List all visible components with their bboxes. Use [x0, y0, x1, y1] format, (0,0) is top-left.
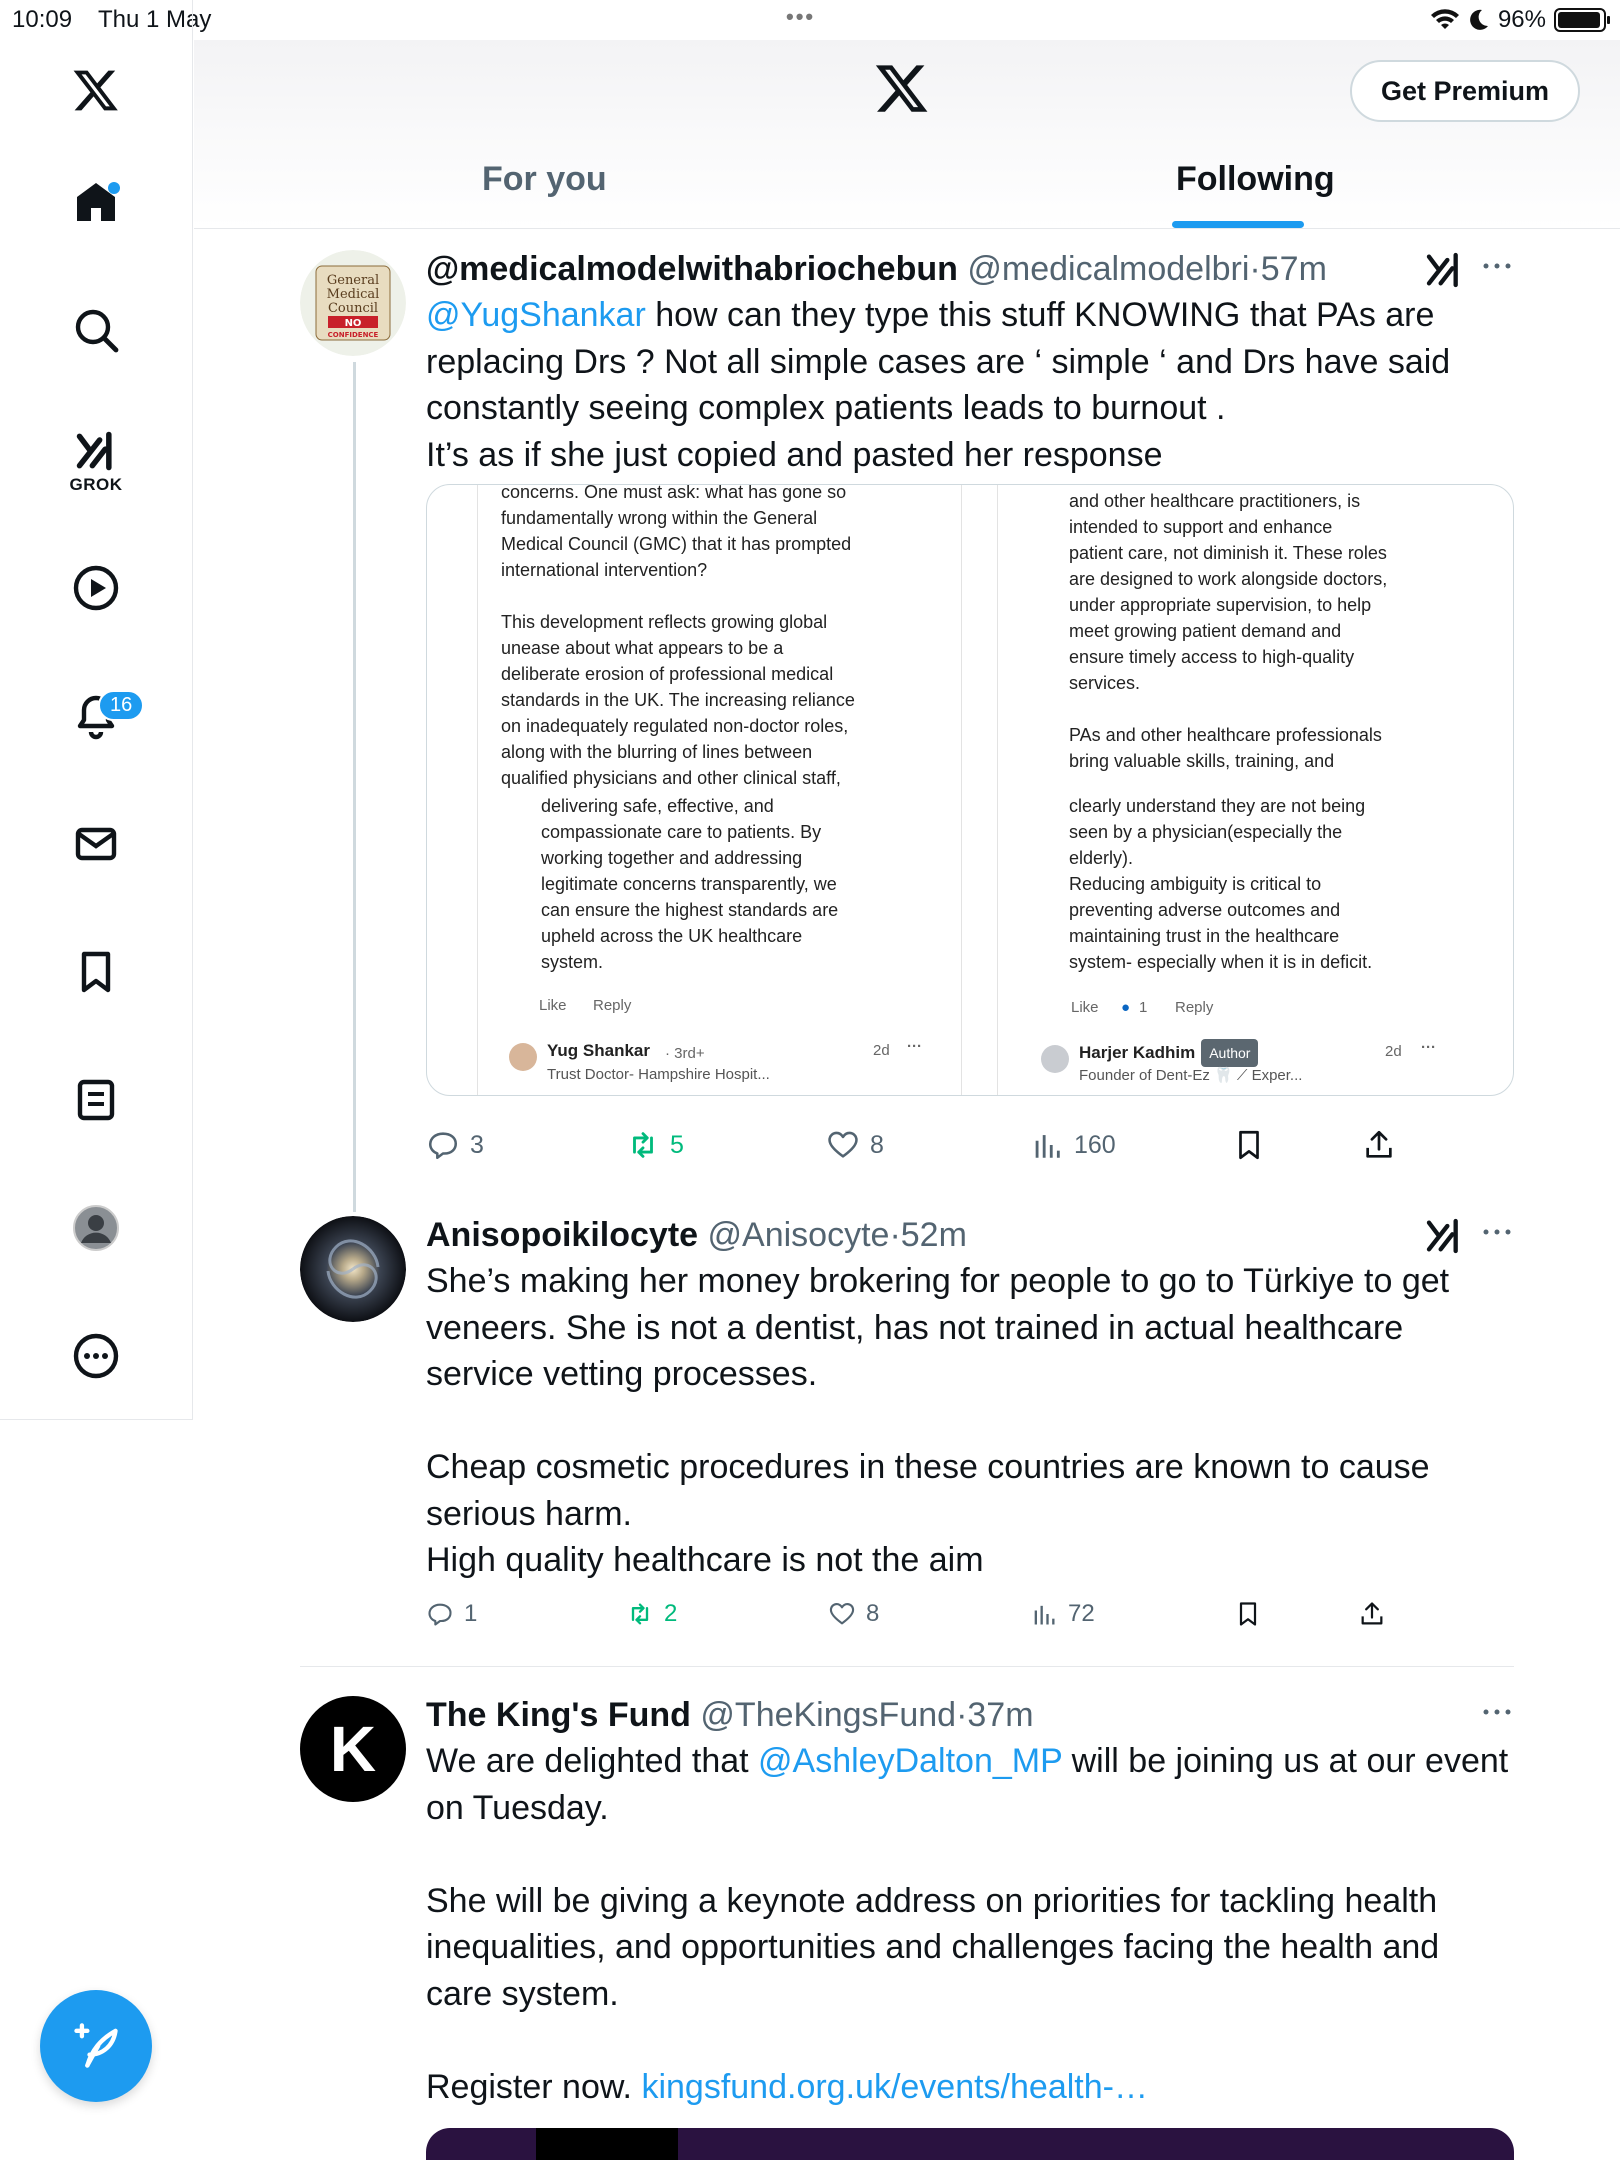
tweet-line: She will be giving a keynote address on priorities for tackling health	[426, 1881, 1438, 1920]
svg-text:General: General	[326, 273, 380, 288]
like-link: Like	[1071, 999, 1099, 1016]
list-icon	[72, 1076, 120, 1124]
reply-button[interactable]	[426, 1600, 477, 1628]
reply-text: delivering safe, effective, and compassionate care to patients. By working together and addressing legitimate concerns transparently, we can ensure the highest standards are upheld across the UK healthcare system.	[541, 796, 839, 972]
avatar[interactable]	[300, 1216, 406, 1322]
tweet-line: constantly seeing complex patients leads to burnout .	[426, 389, 1226, 427]
tweet[interactable]	[300, 1696, 1514, 2128]
repost-icon	[626, 1600, 654, 1628]
battery-level	[1558, 12, 1600, 28]
media-panel-right	[997, 485, 1507, 1096]
panel-border	[997, 485, 998, 1096]
avatar	[509, 1043, 537, 1071]
author-handle[interactable]: @Anisocyte	[707, 1216, 890, 1254]
repost-button[interactable]	[626, 1128, 684, 1162]
x-logo-icon	[874, 60, 930, 116]
tab-for-you[interactable]: For you	[482, 160, 607, 198]
bookmark-button[interactable]	[1232, 1128, 1266, 1162]
commenter-name: Yug Shankar	[547, 1041, 650, 1060]
status-indicators	[1430, 6, 1606, 34]
tweet-text	[426, 292, 1516, 478]
views-button[interactable]	[1030, 1128, 1116, 1162]
status-date: Thu 1 May	[98, 6, 212, 33]
repost-icon	[626, 1128, 660, 1162]
tweet[interactable]	[300, 250, 1514, 1170]
separator: ·	[956, 1696, 968, 1734]
author-handle[interactable]: @medicalmodelbri	[967, 250, 1250, 288]
tweet-media-image[interactable]	[426, 484, 1514, 1096]
panel-border	[477, 485, 478, 1096]
separator: ·	[1249, 250, 1261, 288]
reply-icon	[426, 1128, 460, 1162]
event-link[interactable]: kingsfund.org.uk/events/health-…	[641, 2067, 1148, 2106]
tweet-text	[426, 1258, 1516, 1584]
more-options-icon[interactable]	[1480, 1702, 1514, 1722]
feather-plus-icon	[70, 2020, 122, 2072]
battery-percent: 96%	[1497, 6, 1546, 33]
grok-icon[interactable]	[1424, 250, 1464, 290]
sidebar-item-explore[interactable]	[46, 280, 146, 380]
more-options-icon[interactable]	[1480, 1222, 1514, 1242]
comment-age: 2d	[1385, 1043, 1402, 1060]
views-count: 160	[1074, 1130, 1116, 1159]
heart-icon	[828, 1600, 856, 1628]
views-button[interactable]	[1030, 1600, 1095, 1628]
galaxy-avatar-image	[300, 1216, 406, 1322]
heart-icon	[826, 1128, 860, 1162]
sidebar-item-video[interactable]	[46, 538, 146, 638]
like-count: 8	[870, 1130, 884, 1159]
tweet-line: will be joining us at our event	[1062, 1742, 1509, 1780]
tweet-line: service vetting processes.	[426, 1355, 818, 1393]
views-chart-icon	[1030, 1128, 1064, 1162]
grok-icon	[74, 429, 118, 473]
notifications-badge: 16	[98, 690, 144, 721]
status-bar	[0, 0, 1620, 40]
blank-line	[426, 1398, 1516, 1445]
author-badge: Author	[1201, 1039, 1258, 1067]
reply-button[interactable]	[426, 1128, 484, 1162]
more-circle-icon	[72, 1332, 120, 1380]
reply-link: Reply	[593, 997, 632, 1014]
grok-label: GROK	[69, 475, 123, 494]
mention-link[interactable]: @AshleyDalton_MP	[758, 1742, 1063, 1780]
tweet-header	[426, 250, 1327, 289]
tweet-line: care system.	[426, 1974, 619, 2013]
tweet-line: She’s making her money brokering for people to go to Türkiye to get	[426, 1262, 1450, 1300]
tab-following[interactable]: Following	[1176, 160, 1335, 198]
battery-icon	[1554, 8, 1606, 32]
tab-active-indicator	[1172, 221, 1304, 228]
like-reaction-icon: ●	[1121, 999, 1131, 1016]
tweet-header	[426, 1216, 967, 1255]
like-link: Like	[539, 997, 567, 1014]
reply-icon	[426, 1600, 454, 1628]
avatar[interactable]	[300, 1696, 406, 1802]
sidebar-item-lists[interactable]	[46, 1050, 146, 1150]
repost-count: 2	[664, 1600, 678, 1627]
views-chart-icon	[1030, 1600, 1058, 1628]
like-count: 8	[866, 1600, 880, 1627]
wifi-icon	[1430, 8, 1460, 32]
get-premium-button[interactable]: Get Premium	[1350, 60, 1580, 122]
like-count: 1	[1139, 999, 1148, 1016]
svg-text:NO: NO	[344, 318, 362, 329]
register-text: Register now.	[426, 2067, 642, 2106]
reply-link: Reply	[1175, 999, 1214, 1016]
tweet-line: High quality healthcare is not the aim	[426, 1541, 984, 1579]
gmc-no-confidence-avatar	[300, 250, 406, 356]
bookmark-button[interactable]	[1234, 1600, 1262, 1628]
share-button[interactable]	[1362, 1128, 1396, 1162]
comment-more-icon: ···	[907, 1038, 922, 1055]
blank-line	[426, 2017, 1516, 2064]
comment-text: and other healthcare practitioners, is intended to support and enhance patient care, not diminish it. These roles are designed to work alongside doctors, under appropriate supervision, to help meet growing patient demand and ensure timely access to high-quality services. PAs and other healthcare professionals bring valuable skills, training, and	[1069, 491, 1388, 771]
compose-post-button[interactable]	[40, 1990, 152, 2102]
commenter-title: Founder of Dent-Ez 🦷 ⟋ Exper...	[1079, 1067, 1303, 1084]
mail-icon	[72, 820, 120, 868]
author-name[interactable]: Anisopoikilocyte	[426, 1216, 699, 1254]
commenter-name: Harjer Kadhim Author	[1079, 1039, 1258, 1067]
grok-icon[interactable]	[1424, 1216, 1464, 1256]
views-count: 72	[1068, 1600, 1095, 1627]
connection-degree: · 3rd+	[665, 1045, 705, 1062]
like-button[interactable]	[826, 1128, 884, 1162]
sidebar-item-notifications[interactable]	[46, 666, 146, 766]
sidebar-nav	[0, 0, 193, 1420]
sidebar-item-grok[interactable]	[46, 412, 146, 512]
reply-text: clearly understand they are not being seen by a physician(especially the elderly). Reducing ambiguity is critical to preventing adverse outcomes and maintaining trust in the healthcare system- especially when it is in deficit.	[1069, 796, 1373, 972]
svg-text:Council: Council	[327, 301, 379, 316]
profile-avatar-icon	[72, 1204, 120, 1252]
more-options-icon[interactable]	[1480, 256, 1514, 276]
svg-text:CONFIDENCE: CONFIDENCE	[327, 331, 379, 339]
repost-count: 5	[670, 1130, 684, 1159]
sidebar-item-profile[interactable]	[46, 1178, 146, 1278]
reply-count: 1	[464, 1600, 478, 1627]
avatar	[1041, 1045, 1069, 1073]
tweet-media-preview[interactable]	[426, 2128, 1514, 2160]
tweet-line: We are delighted that	[426, 1742, 759, 1780]
tweet-line: inequalities, and opportunities and challenges facing the health and	[426, 1928, 1440, 1966]
like-button[interactable]	[828, 1600, 879, 1628]
tweet-header	[426, 1696, 1034, 1735]
share-icon	[1362, 1128, 1396, 1162]
bookmark-icon	[1234, 1600, 1262, 1628]
media-block	[536, 2128, 678, 2160]
separator: ·	[889, 1216, 901, 1254]
avatar-letter: K	[329, 1713, 377, 1785]
tweet-line: It’s as if she just copied and pasted her response	[426, 435, 1163, 474]
share-icon	[1358, 1600, 1386, 1628]
author-handle[interactable]: @TheKingsFund	[700, 1696, 957, 1734]
sidebar-x-logo[interactable]	[46, 40, 146, 140]
tweet-line: serious harm.	[426, 1494, 632, 1533]
panel-border	[961, 485, 962, 1096]
timeline-header	[194, 40, 1620, 229]
commenter-title: Trust Doctor- Hampshire Hospit...	[547, 1066, 770, 1083]
share-button[interactable]	[1358, 1600, 1386, 1628]
x-logo-icon	[72, 66, 120, 114]
tweet-text	[426, 1738, 1516, 2110]
tweet-line: on Tuesday.	[426, 1788, 609, 1827]
home-unread-dot	[108, 182, 120, 194]
status-time: 10:09	[12, 6, 73, 33]
tweet-line: Cheap cosmetic procedures in these countries are known to cause	[426, 1448, 1430, 1486]
tweet-divider	[300, 1666, 1514, 1667]
sidebar-item-more[interactable]	[46, 1306, 146, 1406]
comment-text: concerns. One must ask: what has gone so fundamentally wrong within the General Medical Council (GMC) that it has prompted international intervention? This development reflects growing global unease about what appears to be a deliberate erosion of professional medical standards in the UK. The increasing reliance on inadequately regulated non-doctor roles, along with the blurring of lines between qualified physicians and other clinical staff,	[501, 484, 855, 788]
timestamp[interactable]: 52m	[900, 1216, 967, 1254]
timestamp[interactable]: 37m	[967, 1696, 1034, 1734]
tweet[interactable]	[300, 1216, 1514, 1636]
sidebar-item-bookmarks[interactable]	[46, 922, 146, 1022]
timestamp[interactable]: 57m	[1260, 250, 1327, 288]
blank-line	[426, 1831, 1516, 1878]
mention-link[interactable]: @YugShankar	[426, 296, 646, 334]
media-panel-left	[451, 485, 961, 1096]
moon-icon	[1468, 8, 1490, 32]
tweet-line: how can they type this stuff KNOWING that PAs are	[645, 296, 1435, 334]
comment-more-icon: ···	[1421, 1039, 1436, 1056]
bookmark-icon	[72, 948, 120, 996]
sidebar-item-home[interactable]	[46, 152, 146, 252]
repost-button[interactable]	[626, 1600, 677, 1628]
tweet-line: replacing Drs ? Not all simple cases are ‘ simple ‘ and Drs have said	[426, 342, 1451, 381]
sidebar-item-messages[interactable]	[46, 794, 146, 894]
svg-text:Medical: Medical	[326, 287, 380, 302]
avatar[interactable]	[300, 250, 406, 356]
tweet-line: veneers. She is not a dentist, has not trained in actual healthcare	[426, 1308, 1404, 1347]
author-name[interactable]: @medicalmodelwithabriochebun	[426, 250, 958, 288]
reply-count: 3	[470, 1130, 484, 1159]
multitask-dots[interactable]: •••	[786, 4, 816, 29]
search-icon	[72, 306, 120, 354]
play-circle-icon	[72, 564, 120, 612]
comment-age: 2d	[873, 1042, 890, 1059]
bookmark-icon	[1232, 1128, 1266, 1162]
author-name[interactable]: The King's Fund	[426, 1696, 691, 1734]
